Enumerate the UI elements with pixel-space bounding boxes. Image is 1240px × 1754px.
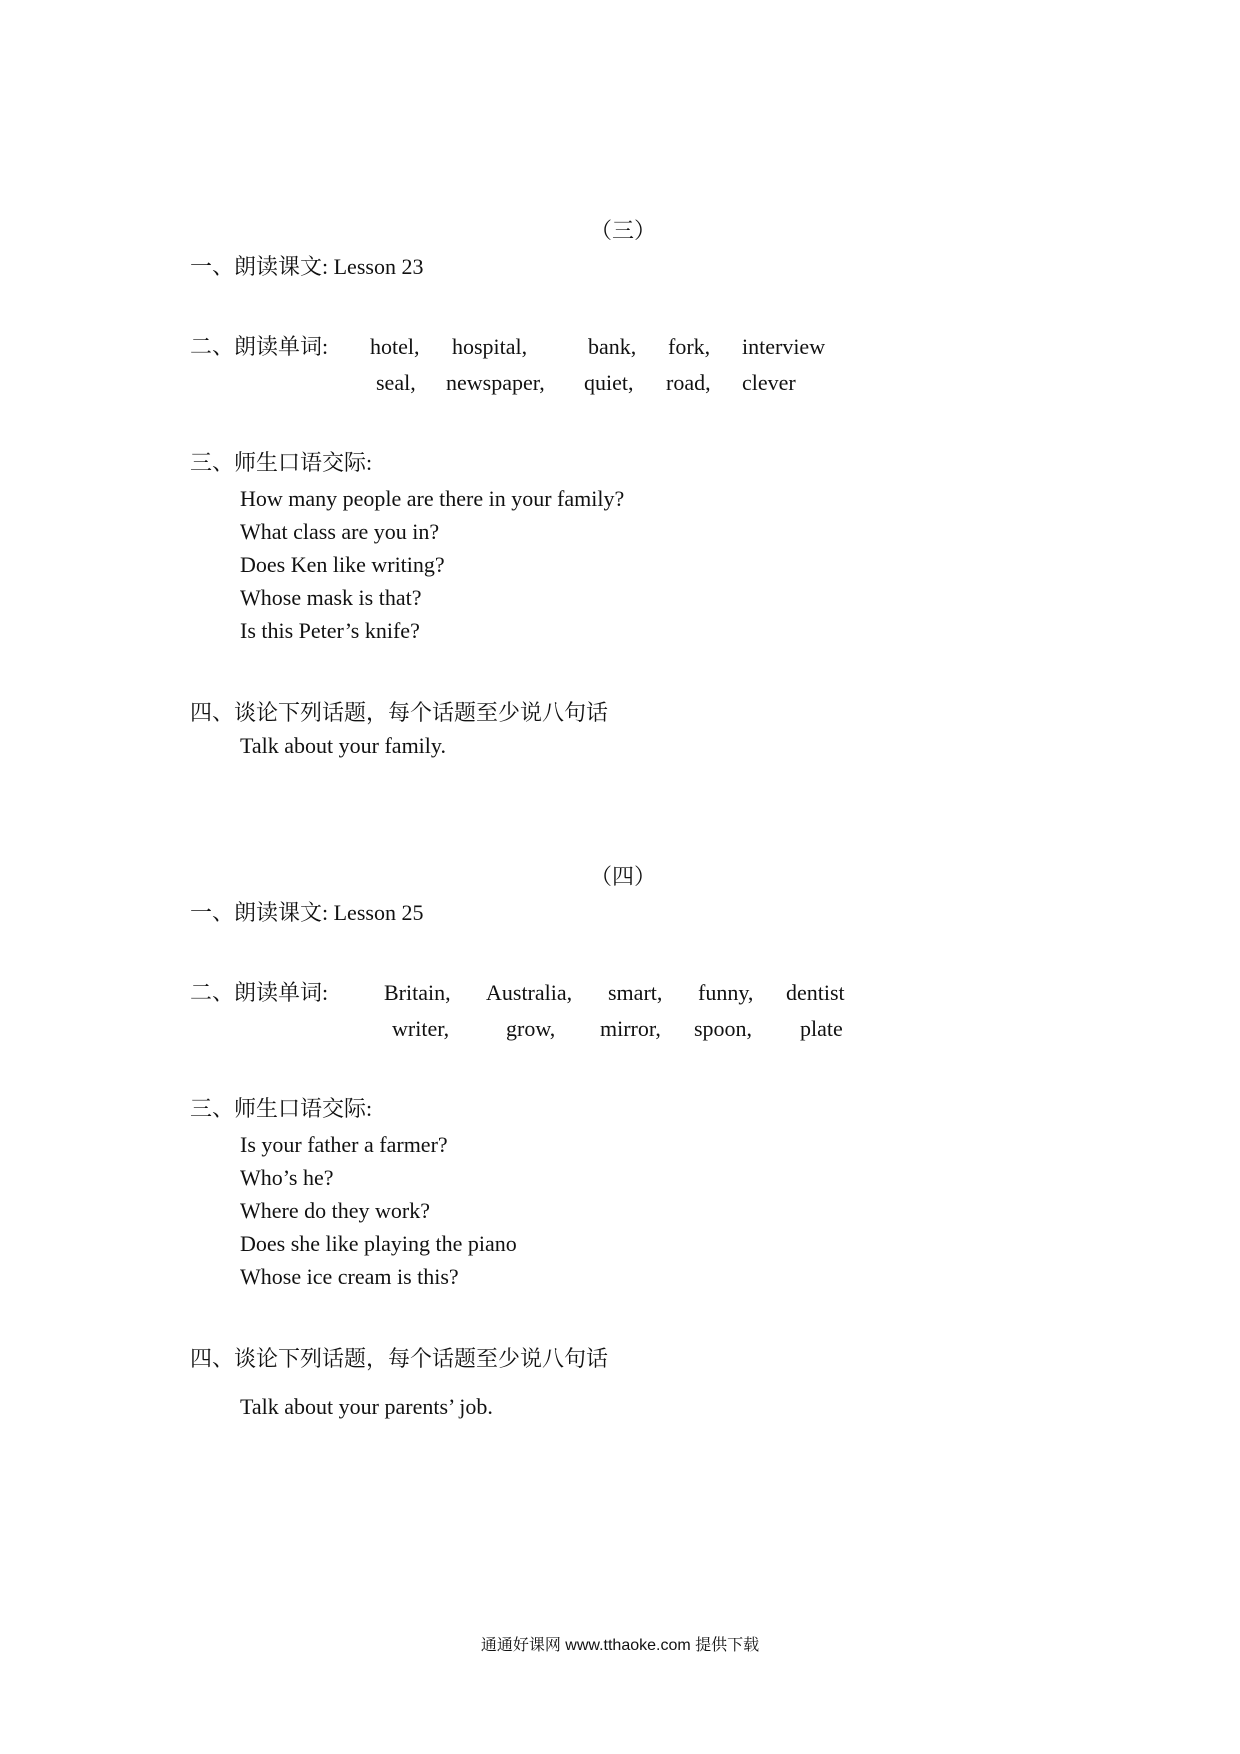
- vocab-word: hotel,: [370, 334, 420, 359]
- question-line: What class are you in?: [240, 519, 440, 544]
- vocab-word: writer,: [392, 1016, 450, 1041]
- vocab-word: interview: [742, 334, 826, 359]
- question-line: Whose mask is that?: [240, 585, 422, 610]
- vocab-word: Britain,: [384, 980, 451, 1005]
- question-line: How many people are there in your family?: [240, 486, 625, 511]
- topic-line: Talk about your family.: [240, 733, 446, 758]
- question-line: Where do they work?: [240, 1198, 430, 1223]
- vocab-word: seal,: [376, 370, 416, 395]
- oral-communication-label: 三、师生口语交际:: [190, 1096, 373, 1121]
- question-line: Whose ice cream is this?: [240, 1264, 459, 1289]
- vocab-word: mirror,: [600, 1016, 661, 1041]
- vocab-word: spoon,: [694, 1016, 753, 1041]
- page-footer: 通通好课网 www.tthaoke.com 提供下载: [480, 1637, 760, 1654]
- vocab-word: dentist: [786, 980, 845, 1005]
- question-line: Does Ken like writing?: [240, 552, 445, 577]
- word-reading-label: 二、朗读单词:: [190, 334, 329, 359]
- word-reading-label: 二、朗读单词:: [190, 980, 329, 1005]
- vocab-word: Australia,: [486, 980, 573, 1005]
- vocab-word: bank,: [588, 334, 637, 359]
- vocab-word: smart,: [608, 980, 663, 1005]
- oral-communication-label: 三、师生口语交际:: [190, 450, 373, 475]
- vocab-word: hospital,: [452, 334, 528, 359]
- section-title: （三）: [590, 218, 657, 243]
- vocab-word: plate: [800, 1016, 843, 1041]
- reading-lesson-item: 一、朗读课文: Lesson 23: [190, 254, 424, 279]
- question-line: Is this Peter’s knife?: [240, 618, 420, 643]
- vocab-word: fork,: [668, 334, 711, 359]
- vocab-word: quiet,: [584, 370, 634, 395]
- vocab-word: newspaper,: [446, 370, 545, 395]
- question-line: Who’s he?: [240, 1165, 334, 1190]
- vocab-word: road,: [666, 370, 711, 395]
- vocab-word: grow,: [506, 1016, 556, 1041]
- topic-line: Talk about your parents’ job.: [240, 1394, 493, 1419]
- topic-discussion-label: 四、谈论下列话题，每个话题至少说八句话: [190, 1346, 609, 1371]
- vocab-word: funny,: [698, 980, 754, 1005]
- question-line: Is your father a farmer?: [240, 1132, 448, 1157]
- reading-lesson-item: 一、朗读课文: Lesson 25: [190, 900, 424, 925]
- question-line: Does she like playing the piano: [240, 1231, 517, 1256]
- topic-discussion-label: 四、谈论下列话题，每个话题至少说八句话: [190, 700, 609, 725]
- section-title: （四）: [590, 864, 657, 889]
- vocab-word: clever: [742, 370, 796, 395]
